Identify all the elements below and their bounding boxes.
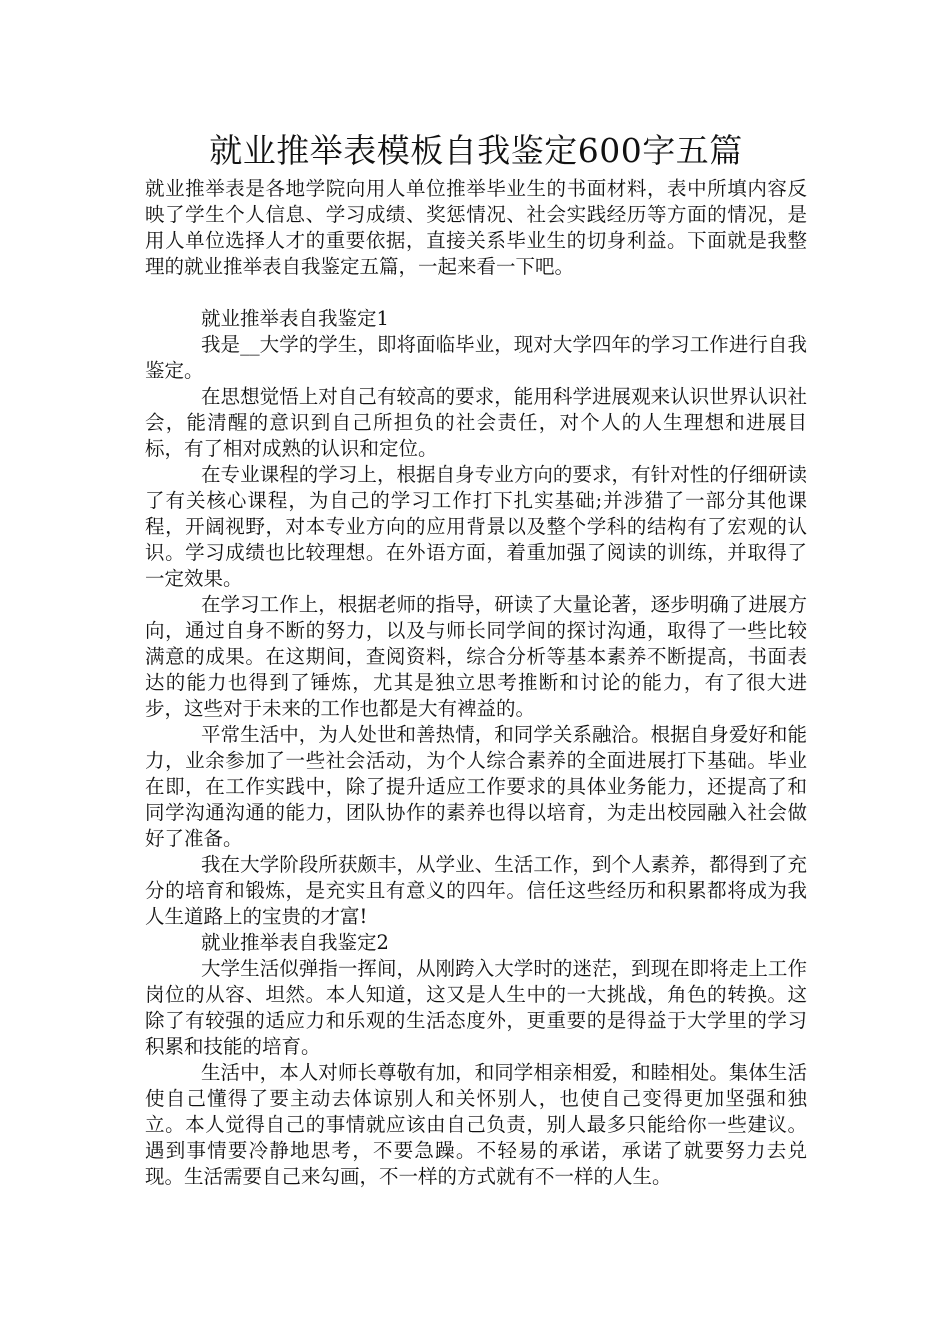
document-page bbox=[145, 126, 807, 1190]
body-paragraph: 我在大学阶段所获颇丰，从学业、生活工作，到个人素养，都得到了充分的培育和锻炼，是充实且有意义的四年。信任这些经历和积累都将成为我人生道路上的宝贵的才富! bbox=[145, 853, 807, 928]
section-heading-2: 就业推举表自我鉴定2 bbox=[201, 931, 389, 954]
blank-line bbox=[145, 280, 807, 306]
body-paragraph: 在思想觉悟上对自己有较高的要求，能用科学进展观来认识世界认识社会，能清醒的意识到自己所担负的社会责任，对个人的人生理想和进展目标，有了相对成熟的认识和定位。 bbox=[145, 385, 807, 460]
body-paragraph: 大学生活似弹指一挥间，从刚跨入大学时的迷茫，到现在即将走上工作岗位的从容、坦然。本人知道，这又是人生中的一大挑战，角色的转换。这除了有较强的适应力和乐观的生活态度外，更重要的是得益于大学里的学习积累和技能的培育。 bbox=[145, 957, 807, 1058]
body-paragraph: 在专业课程的学习上，根据自身专业方向的要求，有针对性的仔细研读了有关核心课程，为自己的学习工作打下扎实基础;并涉猎了一部分其他课程，开阔视野，对本专业方向的应用背景以及整个学科的结构有了宏观的认识。学习成绩也比较理想。在外语方面，着重加强了阅读的训练，并取得了一定效果。 bbox=[145, 463, 807, 590]
body-paragraph: 生活中，本人对师长尊敬有加，和同学相亲相爱，和睦相处。集体生活使自己懂得了要主动去体谅别人和关怀别人，也使自己变得更加坚强和独立。本人觉得自己的事情就应该由自己负责，别人最多只能给你一些建议。遇到事情要冷静地思考，不要急躁。不轻易的承诺，承诺了就要努力去兑现。生活需要自己来勾画，不一样的方式就有不一样的人生。 bbox=[145, 1061, 807, 1188]
body-paragraph: 我是__大学的学生，即将面临毕业，现对大学四年的学习工作进行自我鉴定。 bbox=[145, 333, 807, 382]
intro-paragraph: 就业推举表是各地学院向用人单位推举毕业生的书面材料，表中所填内容反映了学生个人信息、学习成绩、奖惩情况、社会实践经历等方面的情况，是用人单位选择人才的重要依据，直接关系毕业生的切身利益。下面就是我整理的就业推举表自我鉴定五篇，一起来看一下吧。 bbox=[145, 177, 807, 278]
body-paragraph: 在学习工作上，根据老师的指导，研读了大量论著，逐步明确了进展方向，通过自身不断的努力，以及与师长同学间的探讨沟通，取得了一些比较满意的成果。在这期间，查阅资料，综合分析等基本素养不断提高，书面表达的能力也得到了锤炼，尤其是独立思考推断和讨论的能力，有了很大进步，这些对于未来的工作也都是大有裨益的。 bbox=[145, 593, 807, 720]
document-title: 就业推举表模板自我鉴定600字五篇 bbox=[209, 131, 743, 170]
body-paragraph: 平常生活中，为人处世和善热情，和同学关系融洽。根据自身爱好和能力，业余参加了一些社会活动，为个人综合素养的全面进展打下基础。毕业在即，在工作实践中，除了提升适应工作要求的具体业务能力，还提高了和同学沟通沟通的能力，团队协作的素养也得以培育，为走出校园融入社会做好了准备。 bbox=[145, 723, 807, 850]
section-heading-1: 就业推举表自我鉴定1 bbox=[201, 307, 389, 330]
